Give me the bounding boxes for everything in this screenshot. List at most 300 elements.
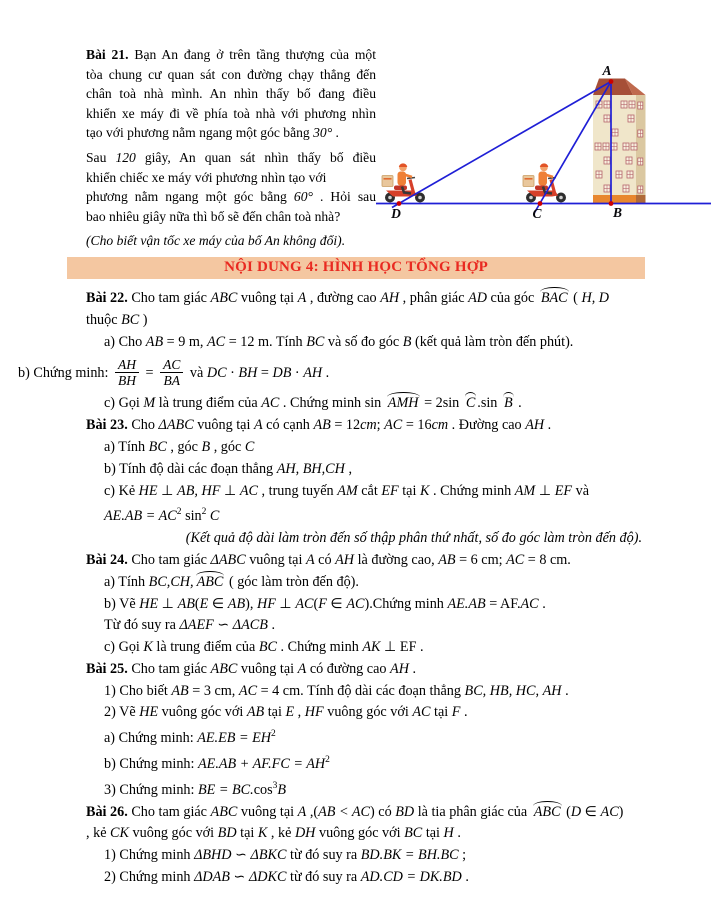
text-run: và xyxy=(186,365,207,382)
text-run: ABC xyxy=(532,802,563,824)
text-run: AC xyxy=(384,417,403,434)
text-run: M xyxy=(143,395,156,412)
text-run: vuông góc với xyxy=(315,825,405,842)
text-run: ∽ xyxy=(213,617,233,634)
text-run: E xyxy=(199,595,209,612)
text-run: ( xyxy=(313,595,319,612)
text-run: 30° xyxy=(313,125,333,141)
text-line xyxy=(86,148,376,168)
text-run: AH xyxy=(380,289,400,306)
problem-21-block xyxy=(0,0,714,256)
text-run: Cho xyxy=(131,417,159,434)
text-run: AE.AB + AF.FC = AH xyxy=(198,756,326,773)
text-run: cm xyxy=(360,417,377,434)
text-run: . xyxy=(514,395,522,412)
text-run: EF xyxy=(381,482,399,499)
text-run: và số đo góc xyxy=(324,333,403,350)
text-run: , kẻ xyxy=(267,825,295,842)
text-run: a) Cho xyxy=(104,333,146,350)
text-run: AH xyxy=(335,551,355,568)
text-line xyxy=(86,207,376,227)
text-run: AB < AC xyxy=(318,803,370,820)
text-line xyxy=(86,528,642,550)
text-line xyxy=(86,288,646,310)
text-run: của góc xyxy=(487,289,538,306)
text-run: 2 xyxy=(176,507,182,518)
text-run: từ đó suy ra xyxy=(286,847,361,864)
text-run: chân toà nhà mình. An nhìn thấy bố đang điều xyxy=(86,86,376,102)
text-run: c) Gọi xyxy=(104,639,144,656)
text-run: HF xyxy=(304,704,324,721)
text-run: b) Vẽ xyxy=(104,595,140,612)
text-run: BC xyxy=(258,639,277,656)
text-run: ∈ xyxy=(581,803,601,820)
text-run: = 4 cm. Tính độ dài các đoạn thẳng xyxy=(257,682,465,699)
text-run: ABC xyxy=(210,660,238,677)
text-run: . xyxy=(332,125,339,141)
text-run: Bạn An đang ở trên tầng thượng của một xyxy=(128,47,377,62)
text-run: và xyxy=(572,482,590,499)
text-run: Bài 21. xyxy=(86,47,129,62)
text-run: b) Chứng minh: xyxy=(18,365,112,382)
text-run: ABC xyxy=(210,289,238,306)
text-run: Bài 26. xyxy=(86,803,132,820)
text-line xyxy=(86,437,646,459)
text-line xyxy=(86,572,646,594)
text-run: AB xyxy=(145,333,164,350)
text-run: B xyxy=(201,438,211,455)
geometry-diagram xyxy=(376,42,712,224)
section-header-title: NỘI DUNG 4: HÌNH HỌC TỔNG HỢP xyxy=(224,259,488,276)
text-run: ΔBKC xyxy=(250,847,287,864)
text-run: DH xyxy=(294,825,316,842)
sight-line-d-a xyxy=(392,82,611,208)
scooter-at-d xyxy=(382,163,425,202)
text-run: ( xyxy=(569,289,582,306)
text-run: ⊥ xyxy=(275,595,296,612)
text-run: a) Chứng minh: xyxy=(104,730,198,747)
text-run: ΔBHD xyxy=(194,847,232,864)
text-run: HE xyxy=(139,595,159,612)
text-run: tại xyxy=(264,704,286,721)
text-run: . Chứng minh xyxy=(429,482,515,499)
text-run: AE.AB = AC xyxy=(104,508,177,525)
text-run: BC xyxy=(121,311,140,328)
text-run: . xyxy=(453,825,461,842)
text-line xyxy=(86,681,646,703)
text-line xyxy=(86,750,646,776)
text-line xyxy=(86,310,646,332)
text-run: Cho tam giác xyxy=(131,289,211,306)
text-run: ∈ xyxy=(208,595,228,612)
text-run: AK xyxy=(362,639,381,656)
text-run: D xyxy=(570,803,582,820)
text-run: ΔDAB xyxy=(194,869,230,886)
text-run: = 6 cm; xyxy=(455,551,507,568)
text-run: ABC xyxy=(210,803,238,820)
text-run: vuông tại xyxy=(237,660,298,677)
text-run: cm xyxy=(431,417,449,434)
text-run: ⊥ xyxy=(158,595,178,612)
text-run: AE.AB xyxy=(447,595,486,612)
building-base xyxy=(593,195,636,204)
text-run: BD xyxy=(395,803,415,820)
text-run: = 3 cm, xyxy=(188,682,239,699)
text-run: = 8 cm. xyxy=(524,551,571,568)
text-run: BC,CH, xyxy=(148,573,194,590)
text-run: có đường cao xyxy=(306,660,391,677)
text-run: B xyxy=(277,781,287,798)
text-line xyxy=(0,356,560,390)
text-run: ,( xyxy=(306,803,319,820)
text-run: khiển xe máy đi về phía toà nhà với phương nhìn xyxy=(86,105,376,121)
text-run: , trung tuyến xyxy=(257,482,338,499)
text-run: C xyxy=(464,393,477,415)
text-run: · xyxy=(226,365,239,382)
text-line xyxy=(86,104,376,124)
text-run: AC xyxy=(238,682,258,699)
text-run: , góc xyxy=(210,438,245,455)
text-run: ( xyxy=(194,595,200,612)
text-run: vuông góc với xyxy=(323,704,413,721)
text-run: tại xyxy=(422,825,444,842)
text-run: AH, BH,CH xyxy=(276,460,345,477)
fraction: $\frac{AC}{BA}$ xyxy=(160,357,183,388)
text-run: ) xyxy=(618,803,624,820)
text-run: a) Tính xyxy=(104,573,149,590)
text-run: c) Kẻ xyxy=(104,482,139,499)
text-run: 120 xyxy=(115,149,136,165)
text-run: b) Tính độ dài các đoạn thẳng xyxy=(104,460,277,477)
text-run: ΔABC xyxy=(210,551,246,568)
text-run: . Đường cao xyxy=(448,417,526,434)
text-run: là đường cao, xyxy=(354,551,439,568)
text-run: ⊥ xyxy=(157,482,178,499)
text-run: K xyxy=(257,825,268,842)
problem-21-figure xyxy=(376,45,714,256)
text-run: F xyxy=(451,704,461,721)
text-line xyxy=(86,615,646,637)
text-run: 2) Vẽ xyxy=(104,704,140,721)
text-run: phương nằm ngang một góc bằng xyxy=(86,189,294,205)
text-run: Cho tam giác xyxy=(131,660,211,677)
text-line xyxy=(86,724,646,750)
text-line xyxy=(86,459,646,481)
text-run: A xyxy=(297,289,307,306)
text-run: HE xyxy=(138,482,158,499)
text-run: Bài 22. xyxy=(86,289,132,306)
text-run: 3 xyxy=(272,780,278,791)
text-run: ΔACB xyxy=(232,617,268,634)
text-run: vuông tại xyxy=(193,417,254,434)
text-run: là tia phân giác của xyxy=(414,803,531,820)
text-run: ΔAEF xyxy=(179,617,214,634)
text-run: BC xyxy=(404,825,423,842)
text-line xyxy=(86,802,646,824)
text-line xyxy=(86,168,376,188)
text-run: 2 xyxy=(325,755,330,766)
text-run: BC, xyxy=(464,682,487,699)
text-run: Sau xyxy=(86,149,116,165)
building-side-wall xyxy=(636,95,646,195)
text-line xyxy=(86,123,376,143)
text-run: B xyxy=(402,333,412,350)
label-a: A xyxy=(602,63,612,78)
text-run: tòa chung cư quan sát con đường chạy thẳng đến xyxy=(86,66,376,82)
text-run: Bài 24. xyxy=(86,551,132,568)
text-run: AB xyxy=(438,551,456,568)
text-line xyxy=(86,481,646,503)
text-run: . xyxy=(322,365,330,382)
text-run: . xyxy=(538,595,546,612)
text-run: = xyxy=(257,365,273,382)
text-run: 1) Chứng minh xyxy=(104,847,195,864)
text-run: ) xyxy=(139,311,148,328)
text-run: 60° xyxy=(293,189,313,205)
text-run: H xyxy=(443,825,454,842)
text-run: . xyxy=(544,417,552,434)
text-run: thuộc xyxy=(86,311,122,328)
text-run: BE = BC. xyxy=(198,781,254,798)
building-base-side xyxy=(636,195,646,204)
text-run: , xyxy=(294,704,305,721)
text-run: vuông góc với xyxy=(158,704,247,721)
text-line xyxy=(86,702,646,724)
text-run: có xyxy=(314,551,336,568)
text-run: Bài 23. xyxy=(86,417,132,434)
text-line xyxy=(86,594,646,616)
label-d: D xyxy=(391,206,401,221)
text-run: BD xyxy=(217,825,237,842)
text-run: = xyxy=(142,365,158,382)
text-line xyxy=(86,637,646,659)
text-run: ∽ xyxy=(229,869,249,886)
text-line xyxy=(86,231,376,251)
text-run: AB xyxy=(177,595,195,612)
text-line xyxy=(86,776,646,802)
text-run: C xyxy=(206,508,220,525)
text-run: AC xyxy=(207,333,226,350)
text-run: 3) Chứng minh: xyxy=(104,781,198,798)
label-c: C xyxy=(532,206,542,221)
text-run: ) có xyxy=(370,803,396,820)
text-run: AC xyxy=(239,482,258,499)
text-run: 2 xyxy=(201,507,207,518)
text-run: . xyxy=(460,704,468,721)
text-run: HF xyxy=(256,595,276,612)
text-run: BC xyxy=(306,333,325,350)
text-run: AE.EB = EH xyxy=(197,730,271,747)
text-run: = 2sin xyxy=(420,395,463,412)
text-run: AB, HF xyxy=(177,482,221,499)
text-run: là trung điểm của xyxy=(155,395,262,412)
text-run: EF xyxy=(554,482,573,499)
text-run: Cho tam giác xyxy=(131,803,211,820)
text-run: BH xyxy=(238,365,258,382)
text-run: F xyxy=(318,595,327,612)
text-line xyxy=(86,502,646,528)
text-run: ( góc làm tròn đến độ). xyxy=(225,573,359,590)
text-run: tạo với phương nằm ngang một góc bằng xyxy=(86,125,314,141)
text-run: AC xyxy=(412,704,431,721)
text-run: AD.CD = DK.BD xyxy=(360,869,462,886)
text-run: . Chứng minh xyxy=(277,639,363,656)
section-header-bar xyxy=(67,257,645,279)
text-run: AH xyxy=(542,682,562,699)
text-run: sin xyxy=(181,508,202,525)
point-a xyxy=(609,79,614,84)
label-b: B xyxy=(613,205,623,220)
text-run: A xyxy=(297,660,307,677)
text-run: = 9 m, xyxy=(163,333,207,350)
text-run: . xyxy=(561,682,569,699)
text-run: ΔDKC xyxy=(248,869,287,886)
text-run: AC xyxy=(520,595,539,612)
text-run: A xyxy=(253,417,263,434)
text-run: khiển chiếc xe máy với phương nhìn tạo với xyxy=(86,169,327,185)
text-run: ), xyxy=(245,595,257,612)
text-run: K xyxy=(143,639,153,656)
text-run: Từ đó suy ra xyxy=(104,617,180,634)
text-run: a) Tính xyxy=(104,438,149,455)
text-line xyxy=(86,415,646,437)
text-run: BD.BK = BH.BC xyxy=(360,847,459,864)
text-run: BAC xyxy=(539,288,570,310)
text-line xyxy=(86,393,646,415)
text-run: . xyxy=(267,617,275,634)
text-run: AMH xyxy=(386,393,421,415)
text-run: = 12 xyxy=(330,417,361,434)
text-run: AC xyxy=(295,595,314,612)
text-run: , đường cao xyxy=(306,289,381,306)
paragraph xyxy=(86,148,376,226)
text-run: = AF. xyxy=(485,595,521,612)
text-run: tại xyxy=(398,482,420,499)
text-run: tại xyxy=(236,825,258,842)
text-run: ∈ xyxy=(326,595,347,612)
text-run: ⊥ EF . xyxy=(380,639,424,656)
text-run: ).Chứng minh xyxy=(364,595,448,612)
text-run: AC xyxy=(261,395,280,412)
text-run: K xyxy=(419,482,430,499)
text-run: B xyxy=(502,393,515,415)
fraction: $\frac{AH}{BH}$ xyxy=(115,357,139,388)
text-run: , xyxy=(344,460,352,477)
text-run: AH xyxy=(303,365,323,382)
text-run: . xyxy=(461,869,469,886)
text-run: tại xyxy=(430,704,452,721)
problems-list xyxy=(0,288,714,889)
text-run: A xyxy=(297,803,307,820)
text-run: HC, xyxy=(515,682,540,699)
text-run: c) Gọi xyxy=(104,395,144,412)
text-line xyxy=(86,332,646,354)
text-run: . xyxy=(408,660,417,677)
text-run: ( xyxy=(562,803,571,820)
text-run: cắt xyxy=(357,482,382,499)
paragraph xyxy=(86,45,376,143)
text-line xyxy=(86,845,646,867)
text-run: AC xyxy=(600,803,619,820)
text-run: b) Chứng minh: xyxy=(104,756,198,773)
text-run: ⊥ xyxy=(220,482,240,499)
text-run: ∽ xyxy=(231,847,251,864)
text-line xyxy=(86,84,376,104)
text-run: E xyxy=(285,704,295,721)
text-run: , kẻ xyxy=(86,825,111,842)
text-run: HE xyxy=(139,704,159,721)
text-run: HB, xyxy=(489,682,513,699)
text-run: vuông tại xyxy=(237,289,298,306)
text-run: vuông tại xyxy=(245,551,306,568)
text-run: ; xyxy=(458,847,467,864)
text-run: vuông góc với xyxy=(128,825,218,842)
text-run: Cho tam giác xyxy=(131,551,211,568)
text-run: AC xyxy=(506,551,525,568)
text-run: AC xyxy=(346,595,365,612)
text-run: AB xyxy=(227,595,246,612)
text-line xyxy=(86,550,646,572)
text-run: (Kết quả độ dài làm tròn đến số thập phân thứ nhất, số đo góc làm tròn đến độ). xyxy=(185,530,642,547)
text-run: = 12 m. Tính xyxy=(225,333,307,350)
text-run: 2) Chứng minh xyxy=(104,869,195,886)
text-line xyxy=(86,187,376,207)
text-run: ; xyxy=(376,417,385,434)
text-run: .sin xyxy=(477,395,501,412)
text-run: AD xyxy=(468,289,487,306)
text-run: , phân giác xyxy=(399,289,469,306)
text-run: (kết quả làm tròn đến phút). xyxy=(411,333,574,350)
text-run: AH xyxy=(525,417,545,434)
text-line xyxy=(86,659,646,681)
text-line xyxy=(86,867,646,889)
text-run: · xyxy=(291,365,304,382)
text-run: 1) Cho biết xyxy=(104,682,172,699)
text-run: CK xyxy=(110,825,129,842)
problem-21-text xyxy=(86,45,376,256)
text-run: AH xyxy=(390,660,409,677)
text-run: = 16 xyxy=(402,417,432,434)
text-run: (Cho biết vận tốc xe máy của bố An không đổi). xyxy=(86,233,346,249)
text-run: cos xyxy=(253,781,273,798)
text-run: DB xyxy=(272,365,292,382)
text-run: AM xyxy=(337,482,358,499)
text-run: . Hỏi sau xyxy=(312,189,376,205)
text-run: giây, An quan sát nhìn thấy bố điều xyxy=(135,149,376,165)
text-run: AM xyxy=(514,482,536,499)
text-run: có cạnh xyxy=(262,417,314,434)
text-run: . Chứng minh sin xyxy=(279,395,385,412)
text-run: vuông tại xyxy=(237,803,298,820)
text-run: ΔABC xyxy=(158,417,194,434)
text-line xyxy=(86,65,376,85)
text-run: A xyxy=(305,551,315,568)
text-run: BC xyxy=(148,438,167,455)
text-run: Bài 25. xyxy=(86,660,132,677)
text-run: 2 xyxy=(271,729,276,740)
text-line xyxy=(86,823,646,845)
text-run: AB xyxy=(313,417,331,434)
text-run: AB xyxy=(171,682,189,699)
text-run: , góc xyxy=(166,438,202,455)
text-run: bao nhiêu giây nữa thì bố sẽ đến chân toà nhà? xyxy=(86,208,341,224)
text-run: ⊥ xyxy=(535,482,555,499)
text-run: ABC xyxy=(195,572,226,594)
text-run: H, D xyxy=(581,289,610,306)
text-run: AB xyxy=(246,704,265,721)
text-run: là trung điểm của xyxy=(152,639,259,656)
text-line xyxy=(86,45,376,65)
